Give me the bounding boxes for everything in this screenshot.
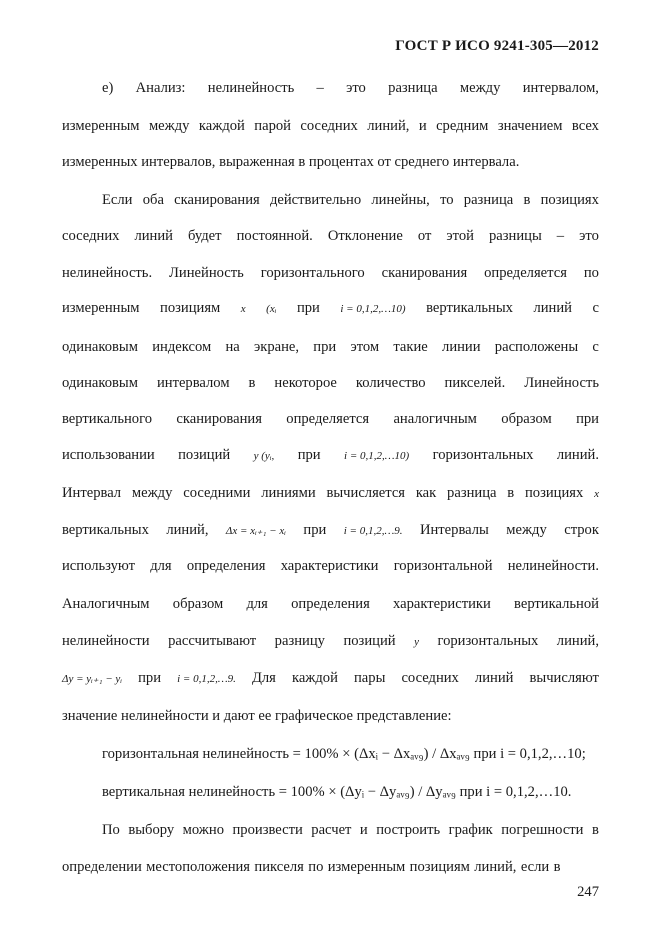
word: между — [148, 118, 190, 134]
word: каждой — [198, 118, 245, 134]
math-expression: i = 0,1,2,…9. — [177, 673, 236, 685]
text-line — [102, 78, 599, 98]
word: расчет — [311, 822, 352, 838]
word: этой — [446, 228, 474, 244]
word: линий — [533, 300, 572, 316]
word: соседними — [183, 485, 251, 501]
word: интервалом — [156, 375, 230, 391]
word: в — [248, 375, 256, 391]
word: нелинейность — [207, 80, 295, 96]
word: Линейность — [524, 375, 599, 391]
word: е) — [102, 80, 114, 96]
word: погрешности — [501, 822, 584, 838]
word: образом — [172, 596, 224, 612]
word: вертикальных — [62, 522, 149, 538]
word: значение нелинейности и дают ее графическое представление: — [62, 708, 452, 724]
word: По — [102, 822, 120, 838]
word: как — [415, 485, 437, 501]
word: соседних — [62, 228, 120, 244]
word: интервалом, — [522, 80, 599, 96]
word: можно — [182, 822, 224, 838]
word: при — [576, 411, 599, 427]
word: горизонтальных — [432, 447, 534, 463]
word: разница — [447, 485, 497, 501]
word: экране, — [253, 339, 300, 355]
math-expression: Δx = xᵢ₊₁ − xᵢ — [225, 525, 286, 537]
word: вертикального — [62, 411, 153, 427]
word: каждой — [291, 670, 338, 686]
word: пикселей. — [444, 375, 506, 391]
text-line — [62, 263, 599, 283]
word: позициях — [525, 485, 584, 501]
math-expression: y — [414, 636, 419, 648]
word: линейны, — [371, 192, 430, 208]
word: аналогичным — [393, 411, 477, 427]
text-line — [62, 520, 599, 540]
word: это — [579, 228, 599, 244]
word: в — [523, 192, 531, 208]
word: линий, — [367, 118, 410, 134]
word: Интервалы — [419, 522, 489, 538]
word: одинаковым — [62, 375, 138, 391]
word: – — [316, 80, 324, 96]
word: действительно — [269, 192, 362, 208]
word: то — [440, 192, 454, 208]
word: использовании — [62, 447, 155, 463]
word: разница — [388, 80, 438, 96]
word: если — [520, 859, 550, 875]
word: при — [297, 447, 321, 463]
text-line — [62, 337, 599, 357]
text-line — [62, 445, 599, 465]
word: пары — [353, 670, 386, 686]
word: позициях — [540, 192, 599, 208]
word: для — [246, 596, 268, 612]
word: сканирования — [174, 192, 260, 208]
word: измеренным — [327, 859, 406, 875]
text-line — [102, 190, 599, 210]
word: значением — [497, 118, 563, 134]
word: с — [592, 300, 599, 316]
text-line — [62, 631, 599, 651]
word: пикселя — [254, 859, 304, 875]
word: Линейность — [169, 265, 244, 281]
word: между — [459, 80, 501, 96]
word: такие — [393, 339, 428, 355]
word: вычисляется — [326, 485, 406, 501]
word: образом — [501, 411, 552, 427]
math-expression: y (yᵢ, — [253, 450, 275, 462]
word: соседних — [401, 670, 459, 686]
word: индексом — [152, 339, 212, 355]
word: произвести — [232, 822, 303, 838]
word: между — [506, 522, 547, 538]
word: вертикальной — [514, 596, 599, 612]
word: позициям — [409, 859, 470, 875]
word: Если — [102, 192, 133, 208]
word: Отклонение — [327, 228, 403, 244]
word: определяется — [286, 411, 370, 427]
text-line — [62, 152, 599, 172]
word: Аналогичным — [62, 596, 150, 612]
word: для — [150, 558, 172, 574]
word: линий, — [474, 859, 517, 875]
text-line — [62, 373, 599, 393]
word: построить — [376, 822, 441, 838]
word: разницу — [274, 633, 325, 649]
text-line — [62, 409, 599, 429]
math-expression: Δy = yᵢ₊₁ − yᵢ — [62, 673, 123, 685]
word: линий — [134, 228, 173, 244]
word: характеристики — [393, 596, 491, 612]
word: линии — [442, 339, 481, 355]
nonlinearity-formula: вертикальная нелинейность = 100% × (Δyᵢ − Δyₐᵥ₉) / Δyₐᵥ₉ при i = 0,1,2,…10. — [102, 784, 572, 800]
word: измеренным — [62, 300, 140, 316]
word: горизонтального — [260, 265, 365, 281]
word: постоянной. — [236, 228, 313, 244]
word: линий, — [166, 522, 209, 538]
word: при — [296, 300, 320, 316]
word: определения — [291, 596, 370, 612]
word: в — [553, 859, 561, 875]
word: количество — [355, 375, 426, 391]
word: строк — [564, 522, 599, 538]
word: нелинейности — [62, 633, 150, 649]
word: линиями — [261, 485, 316, 501]
word: одинаковым — [62, 339, 138, 355]
word: вычисляют — [529, 670, 599, 686]
word: сканирования — [381, 265, 468, 281]
word: всех — [571, 118, 599, 134]
word: – — [556, 228, 565, 244]
word: в — [507, 485, 515, 501]
math-expression: i = 0,1,2,…9. — [343, 525, 403, 537]
word: выбору — [128, 822, 175, 838]
text-line — [62, 857, 599, 877]
word: сканирования — [176, 411, 262, 427]
text-line — [62, 226, 599, 246]
word: расположены — [494, 339, 579, 355]
word: вертикальных — [426, 300, 513, 316]
word: график — [448, 822, 493, 838]
word: при — [138, 670, 162, 686]
word: горизонтальных — [437, 633, 539, 649]
text-line — [62, 116, 599, 136]
word: некоторое — [274, 375, 337, 391]
word: линий. — [556, 447, 599, 463]
text-line — [62, 706, 599, 726]
word: по — [583, 265, 599, 281]
word: определения — [186, 558, 266, 574]
word: разницы — [488, 228, 542, 244]
text-line — [102, 820, 599, 840]
word: используют — [62, 558, 135, 574]
word: на — [225, 339, 240, 355]
word: местоположения — [146, 859, 251, 875]
word: линий, — [556, 633, 599, 649]
word: оба — [142, 192, 164, 208]
word: линий — [474, 670, 514, 686]
word: нелинейность. — [62, 265, 153, 281]
math-expression: x — [594, 488, 599, 500]
text-line — [62, 483, 599, 503]
word: разница — [463, 192, 514, 208]
nonlinearity-formula: горизонтальная нелинейность = 100% × (Δxᵢ − Δxₐᵥ₉) / Δxₐᵥ₉ при i = 0,1,2,…10; — [102, 746, 586, 762]
word: парой — [254, 118, 291, 134]
word: горизонтальной — [393, 558, 493, 574]
word: это — [346, 80, 366, 96]
text-line — [62, 298, 599, 318]
word: позиций — [178, 447, 231, 463]
word: и — [359, 822, 368, 838]
word: рассчитывают — [168, 633, 257, 649]
word: средним — [436, 118, 489, 134]
text-line — [62, 556, 599, 576]
math-expression: i = 0,1,2,…10) — [344, 450, 410, 462]
math-expression: i = 0,1,2,…10) — [340, 303, 406, 315]
word: при — [313, 339, 337, 355]
word: Интервал — [62, 485, 122, 501]
word: с — [592, 339, 599, 355]
text-line — [62, 594, 599, 614]
word: в — [591, 822, 599, 838]
word: измеренным — [62, 118, 140, 134]
word: позициям — [160, 300, 221, 316]
word: при — [303, 522, 327, 538]
text-line — [62, 668, 599, 688]
word: Для — [251, 670, 276, 686]
word: от — [417, 228, 432, 244]
word: Анализ: — [135, 80, 186, 96]
word: между — [131, 485, 173, 501]
math-expression: x — [240, 303, 246, 315]
page-number: 247 — [577, 884, 599, 900]
word: характеристики — [280, 558, 379, 574]
word: будет — [188, 228, 222, 244]
math-expression: (xᵢ — [266, 303, 277, 315]
word: и — [418, 118, 427, 134]
word: нелинейности. — [507, 558, 599, 574]
word: соседних — [300, 118, 358, 134]
word: по — [308, 859, 324, 875]
word: этом — [350, 339, 380, 355]
word: измеренных интервалов, выраженная в процентах от среднего интервала. — [62, 154, 520, 170]
word: определении — [62, 859, 142, 875]
word: определяется — [484, 265, 567, 281]
word: позиций — [343, 633, 396, 649]
document-header: ГОСТ Р ИСО 9241-305—2012 — [395, 38, 599, 54]
